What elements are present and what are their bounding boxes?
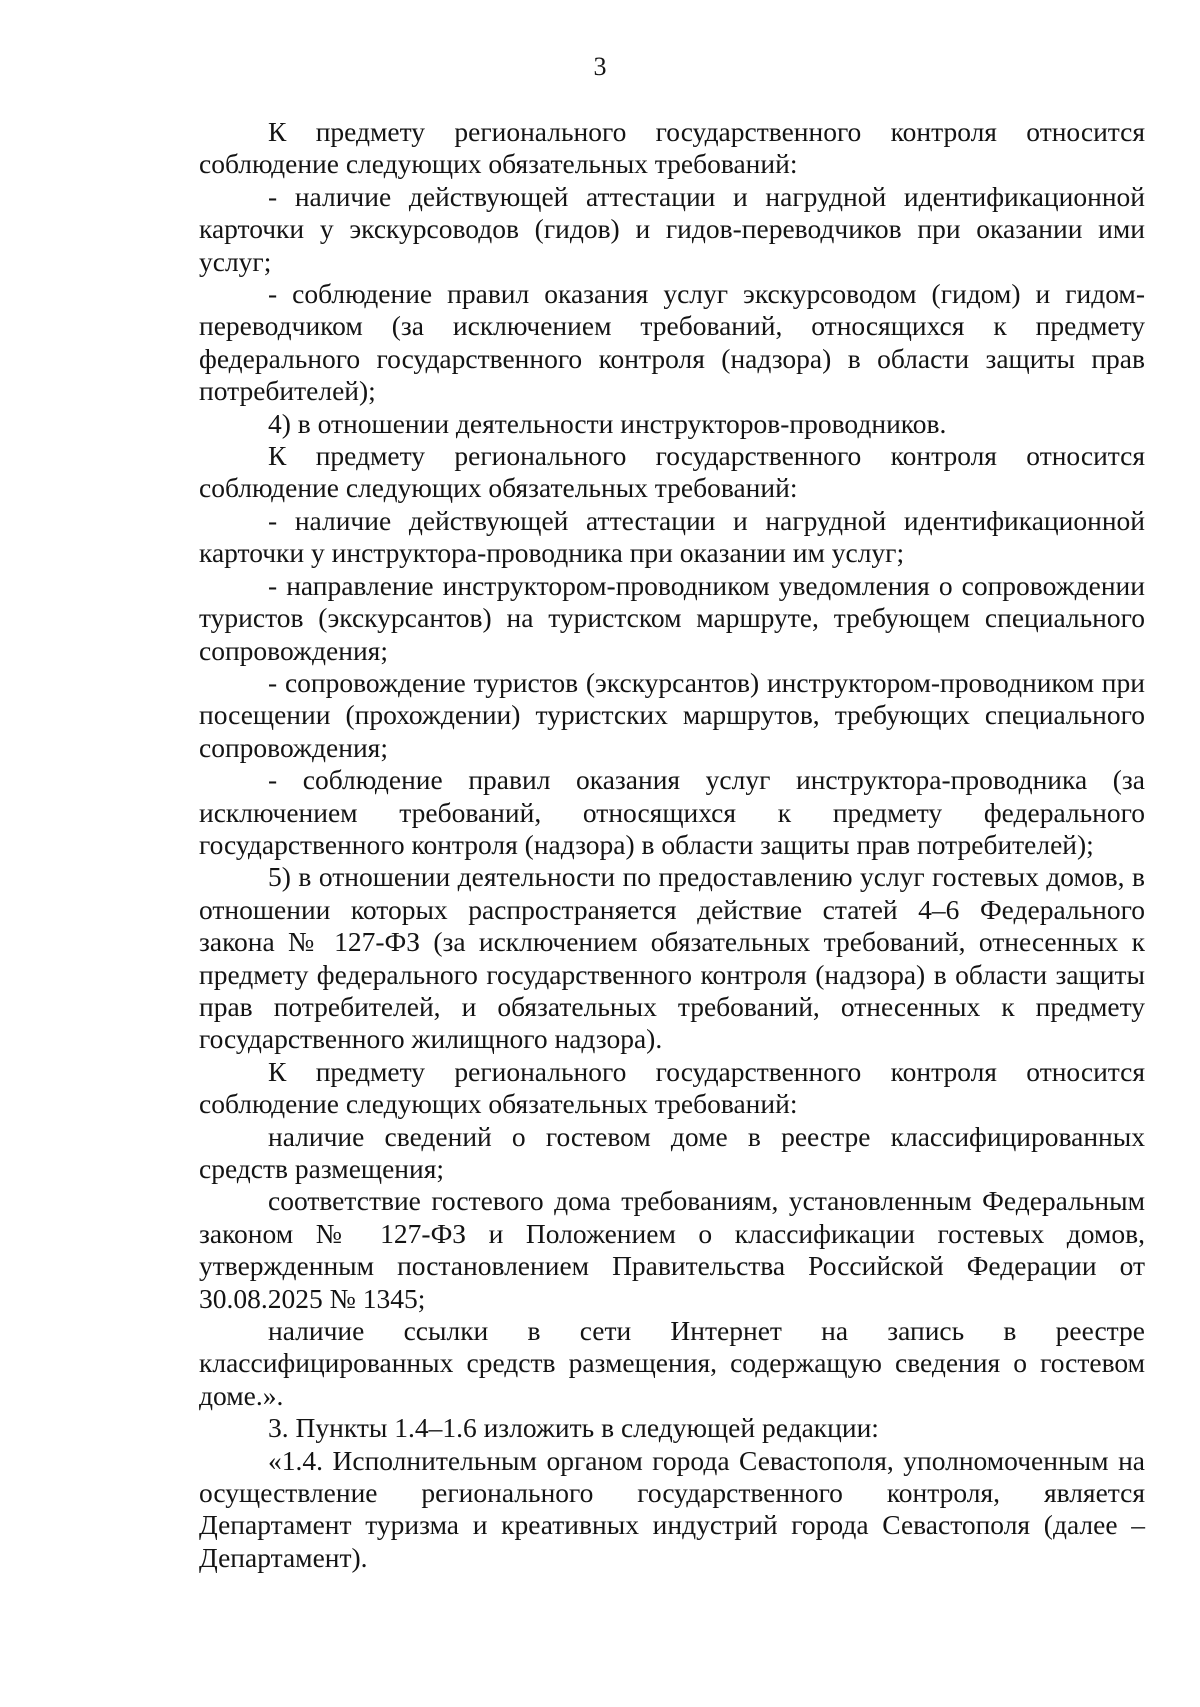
paragraph-16: «1.4. Исполнительным органом города Севастополя, уполномоченным на осуществление регионального государственного контроля, является Департамент туризма и креативных индустрий города Севастополя (далее – Департамент).	[199, 1444, 1145, 1573]
paragraph-13: соответствие гостевого дома требованиям, установленным Федеральным законом № 127-ФЗ и Положением о классификации гостевых домов, утвержденным постановлением Правительства Российской Федерации от 30.08.2025 № 1345;	[199, 1185, 1145, 1314]
paragraph-4: 4) в отношении деятельности инструкторов-проводников.	[268, 407, 947, 439]
paragraph-5: К предмету регионального государственного контроля относится соблюдение следующих обязательных требований:	[199, 440, 1145, 504]
paragraph-15: 3. Пункты 1.4–1.6 изложить в следующей редакции:	[268, 1412, 879, 1444]
paragraph-11: К предмету регионального государственного контроля относится соблюдение следующих обязательных требований:	[199, 1055, 1145, 1120]
paragraph-9: - соблюдение правил оказания услуг инструктора-проводника (за исключением требований, относящихся к предмету федерального государственного контроля (надзора) в области защиты прав потребителей);	[199, 764, 1145, 860]
paragraph-1: К предмету регионального государственного контроля относится соблюдение следующих обязательных требований:	[199, 116, 1145, 180]
paragraph-3: - соблюдение правил оказания услуг экскурсоводом (гидом) и гидом-переводчиком (за исключением требований, относящихся к предмету федерального государственного контроля (надзора) в области защиты прав потребителей);	[199, 278, 1145, 407]
paragraph-6: - наличие действующей аттестации и нагрудной идентификационной карточки у инструктора-проводника при оказании им услуг;	[199, 504, 1145, 569]
paragraph-8: - сопровождение туристов (экскурсантов) инструктором-проводником при посещении (прохождении) туристских маршрутов, требующих специального сопровождения;	[199, 666, 1145, 763]
paragraph-7: - направление инструктором-проводником уведомления о сопровождении туристов (экскурсантов) на туристском маршруте, требующем специального сопровождения;	[199, 569, 1145, 666]
paragraph-10: 5) в отношении деятельности по предоставлению услуг гостевых домов, в отношении которых распространяется действие статей 4–6 Федерального закона № 127-ФЗ (за исключением обязательных требований, отнесенных к предмету федерального государственного контроля (надзора) в области защиты прав потребителей, и обязательных требований, отнесенных к предмету государственного жилищного надзора).	[199, 861, 1145, 1055]
paragraph-14: наличие ссылки в сети Интернет на запись в реестре классифицированных средств размещения, содержащую сведения о гостевом доме.».	[199, 1315, 1145, 1411]
paragraph-2: - наличие действующей аттестации и нагрудной идентификационной карточки у экскурсоводов (гидов) и гидов-переводчиков при оказании ими услуг;	[199, 180, 1145, 277]
page-number: 3	[593, 52, 607, 81]
document-body	[199, 116, 1145, 1574]
paragraph-12: наличие сведений о гостевом доме в реестре классифицированных средств размещения;	[199, 1120, 1145, 1184]
